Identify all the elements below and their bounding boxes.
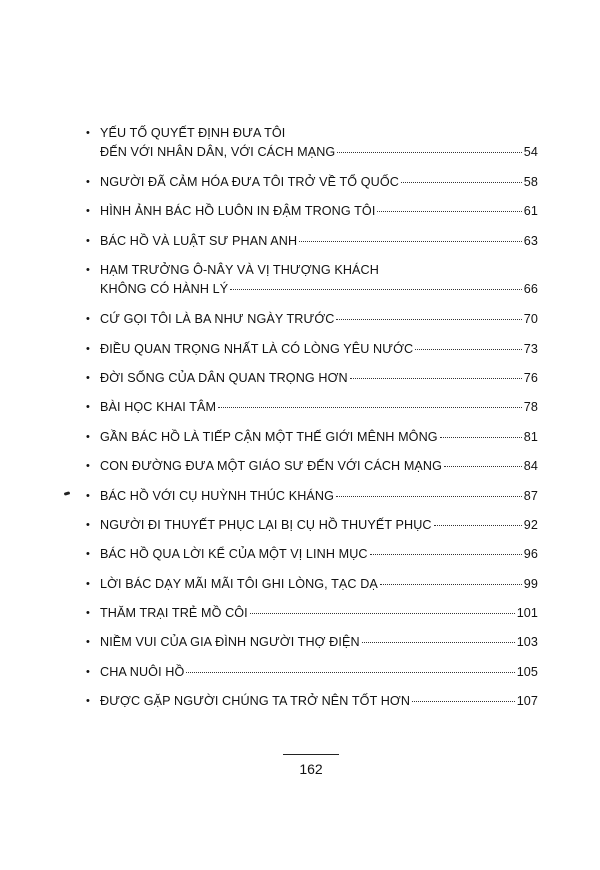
toc-entry-title-row — [100, 202, 538, 221]
bullet-icon: • — [86, 518, 90, 531]
toc-entry-body — [100, 604, 538, 623]
toc-entry[interactable] — [86, 604, 538, 623]
toc-entry-title-row — [100, 516, 538, 535]
toc-entry-body — [100, 633, 538, 652]
toc-entry-body — [100, 340, 538, 359]
toc-entry-body — [100, 575, 538, 594]
toc-entry-title-row — [100, 457, 538, 476]
toc-entry[interactable] — [86, 310, 538, 329]
dot-leader — [440, 437, 522, 438]
toc-entry-body — [100, 232, 538, 251]
bullet-icon: • — [86, 342, 90, 355]
toc-entry-title: ĐIỀU QUAN TRỌNG NHẤT LÀ CÓ LÒNG YÊU NƯỚC — [100, 341, 414, 356]
toc-entry-title-row — [100, 232, 538, 251]
toc-entry[interactable] — [86, 173, 538, 192]
toc-entry-page: 63 — [523, 233, 538, 248]
toc-entry-page: 81 — [523, 429, 538, 444]
toc-entry[interactable] — [86, 232, 538, 251]
toc-entry-title: HÌNH ẢNH BÁC HỒ LUÔN IN ĐẬM TRONG TÔI — [100, 204, 376, 219]
dot-leader — [401, 182, 522, 183]
bullet-icon: • — [86, 695, 90, 708]
bullet-icon: • — [86, 430, 90, 443]
toc-entry-page: 73 — [523, 341, 538, 356]
toc-entry-page: 54 — [523, 145, 538, 159]
dot-leader — [415, 349, 522, 350]
toc-entry-title: ĐẾN VỚI NHÂN DÂN, VỚI CÁCH MẠNG — [100, 145, 336, 159]
table-of-contents — [86, 124, 538, 711]
dot-leader — [230, 289, 522, 290]
toc-entry-title: NGƯỜI ĐI THUYẾT PHỤC LẠI BỊ CỤ HỒ THUYẾT PHỤC — [100, 517, 432, 532]
bullet-icon: • — [86, 264, 90, 277]
toc-entry-title: NGƯỜI ĐÃ CẢM HÓA ĐƯA TÔI TRỞ VỀ TỔ QUỐC — [100, 175, 399, 189]
dot-leader — [337, 152, 521, 153]
dot-leader — [250, 613, 515, 614]
toc-entry-title-line1: HẠM TRƯỞNG Ô-NÂY VÀ VỊ THƯỢNG KHÁCH — [100, 263, 379, 278]
toc-entry[interactable] — [86, 516, 538, 535]
dot-leader — [444, 466, 522, 467]
toc-entry-title-row — [100, 173, 538, 192]
toc-entry-page: 61 — [523, 204, 538, 219]
toc-entry-body — [100, 516, 538, 535]
toc-entry-title-row — [100, 663, 538, 682]
toc-entry-body — [100, 398, 538, 417]
toc-entry-title: BÀI HỌC KHAI TÂM — [100, 400, 217, 415]
bullet-icon: • — [86, 607, 90, 620]
toc-entry-title-row — [100, 545, 538, 564]
toc-entry[interactable] — [86, 428, 538, 447]
toc-entry[interactable] — [86, 261, 538, 299]
toc-entry-page: 84 — [523, 459, 538, 474]
scan-speck — [64, 491, 71, 495]
toc-entry-page: 96 — [523, 547, 538, 562]
toc-entry-title-row — [100, 428, 538, 447]
toc-entry-title-row — [100, 692, 538, 711]
toc-entry-page: 70 — [523, 312, 538, 327]
toc-entry-body — [100, 124, 538, 162]
toc-entry-title-row — [100, 369, 538, 388]
toc-entry-title: CỨ GỌI TÔI LÀ BA NHƯ NGÀY TRƯỚC — [100, 312, 335, 327]
bullet-icon: • — [86, 665, 90, 678]
toc-entry-title: THĂM TRẠI TRẺ MỒ CÔI — [100, 606, 248, 621]
bullet-icon: • — [86, 401, 90, 414]
toc-entry-page: 58 — [523, 175, 538, 189]
toc-entry[interactable] — [86, 692, 538, 711]
toc-entry[interactable] — [86, 202, 538, 221]
toc-entry-title-row — [100, 487, 538, 506]
toc-entry-title: GẦN BÁC HỒ LÀ TIẾP CẬN MỘT THẾ GIỚI MÊNH MÔNG — [100, 429, 438, 444]
bullet-icon: • — [86, 313, 90, 326]
dot-leader — [434, 525, 522, 526]
dot-leader — [336, 319, 521, 320]
toc-entry-title: ĐỜI SỐNG CỦA DÂN QUAN TRỌNG HƠN — [100, 370, 348, 385]
toc-entry-body — [100, 261, 538, 299]
toc-entry[interactable] — [86, 545, 538, 564]
toc-entry-title-line1: YẾU TỐ QUYẾT ĐỊNH ĐƯA TÔI — [100, 126, 286, 140]
dot-leader — [299, 241, 522, 242]
toc-entry-page: 92 — [523, 517, 538, 532]
bullet-icon: • — [86, 371, 90, 384]
toc-entry-title-row — [100, 575, 538, 594]
bullet-icon: • — [86, 127, 90, 139]
toc-entry-body — [100, 487, 538, 506]
toc-entry-page: 76 — [523, 370, 538, 385]
toc-entry-body — [100, 369, 538, 388]
dot-leader — [370, 554, 522, 555]
bullet-icon: • — [86, 577, 90, 590]
toc-entry-body — [100, 173, 538, 192]
toc-entry-title-row — [100, 310, 538, 329]
toc-entry-title: ĐƯỢC GẶP NGƯỜI CHÚNG TA TRỞ NÊN TỐT HƠN — [100, 694, 411, 709]
toc-entry-page: 78 — [523, 400, 538, 415]
toc-entry[interactable] — [86, 340, 538, 359]
bullet-icon: • — [86, 636, 90, 649]
toc-entry-title: CHA NUÔI HỒ — [100, 664, 185, 679]
toc-entry-body — [100, 428, 538, 447]
toc-entry-title: NIỀM VUI CỦA GIA ĐÌNH NGƯỜI THỢ ĐIỆN — [100, 635, 360, 650]
toc-entry-body — [100, 692, 538, 711]
footer-rule — [283, 754, 339, 755]
toc-entry-title-row — [100, 604, 538, 623]
dot-leader — [412, 701, 515, 702]
toc-entry-title-row — [100, 633, 538, 652]
toc-entry-title-row — [100, 398, 538, 417]
toc-entry[interactable] — [86, 575, 538, 594]
toc-entry-page: 87 — [523, 488, 538, 503]
bullet-icon: • — [86, 205, 90, 218]
toc-entry-title: KHÔNG CÓ HÀNH LÝ — [100, 282, 229, 297]
toc-entry[interactable] — [86, 487, 538, 506]
page-number: 162 — [299, 761, 323, 777]
dot-leader — [362, 642, 515, 643]
toc-entry-page: 66 — [523, 282, 538, 297]
toc-entry-page: 107 — [516, 694, 538, 709]
toc-entry-body — [100, 202, 538, 221]
toc-entry[interactable] — [86, 633, 538, 652]
toc-entry-body — [100, 545, 538, 564]
toc-entry[interactable] — [86, 124, 538, 162]
bullet-icon: • — [86, 489, 90, 502]
toc-entry-body — [100, 457, 538, 476]
toc-entry-title: LỜI BÁC DẠY MÃI MÃI TÔI GHI LÒNG, TẠC DẠ — [100, 576, 378, 591]
bullet-icon: • — [86, 460, 90, 473]
toc-entry-page: 105 — [516, 664, 538, 679]
toc-entry-title-row — [100, 340, 538, 359]
toc-entry-body — [100, 663, 538, 682]
toc-entry[interactable] — [86, 398, 538, 417]
toc-entry-title-row — [100, 280, 538, 299]
toc-entry[interactable] — [86, 457, 538, 476]
toc-entry-title: CON ĐƯỜNG ĐƯA MỘT GIÁO SƯ ĐẾN VỚI CÁCH MẠNG — [100, 459, 443, 474]
dot-leader — [380, 584, 522, 585]
dot-leader — [186, 672, 514, 673]
toc-entry-title: BÁC HỒ VÀ LUẬT SƯ PHAN ANH — [100, 233, 298, 248]
toc-entry-page: 101 — [516, 606, 538, 621]
toc-entry-title: BÁC HỒ VỚI CỤ HUỲNH THÚC KHÁNG — [100, 488, 334, 503]
dot-leader — [377, 211, 521, 212]
toc-entry-page: 103 — [516, 635, 538, 650]
bullet-icon: • — [86, 234, 90, 247]
toc-entry[interactable] — [86, 663, 538, 682]
bullet-icon: • — [86, 548, 90, 561]
toc-entry-title: BÁC HỒ QUA LỜI KỂ CỦA MỘT VỊ LINH MỤC — [100, 547, 368, 562]
dot-leader — [336, 496, 522, 497]
toc-entry[interactable] — [86, 369, 538, 388]
dot-leader — [218, 407, 522, 408]
toc-entry-body — [100, 310, 538, 329]
bullet-icon: • — [86, 176, 90, 188]
toc-entry-title-row — [100, 143, 538, 162]
dot-leader — [350, 378, 522, 379]
toc-entry-page: 99 — [523, 576, 538, 591]
